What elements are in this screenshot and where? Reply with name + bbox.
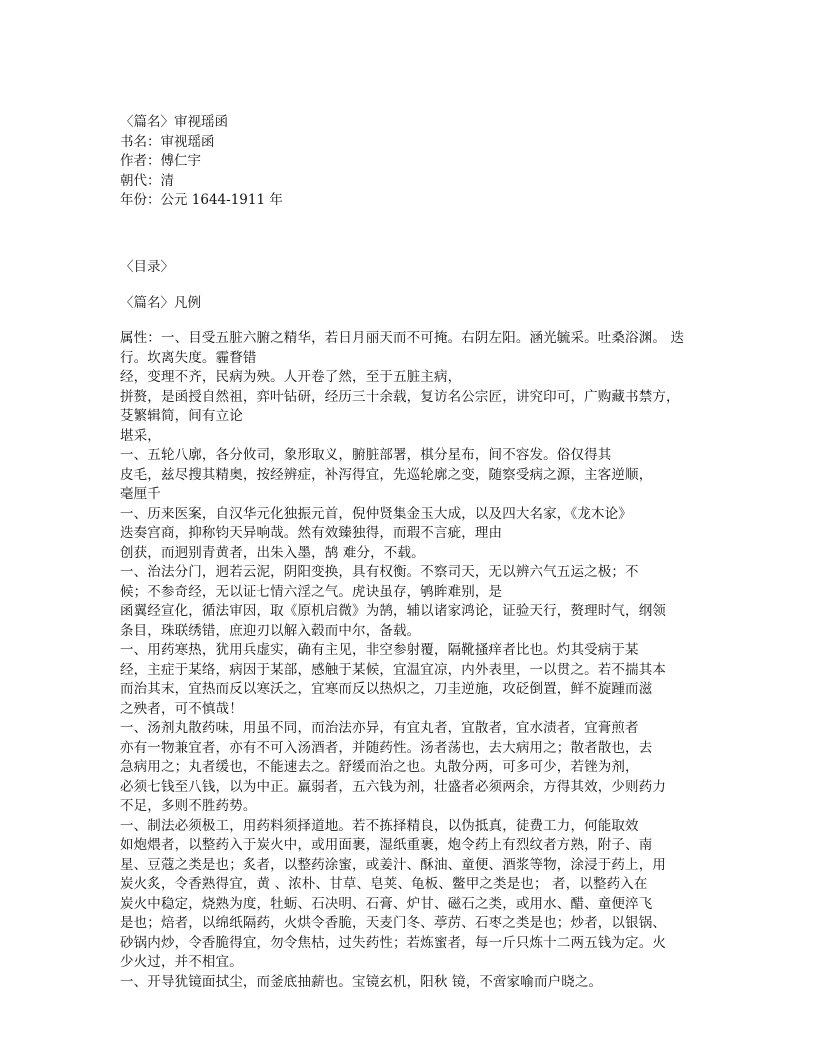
body-line: 行。坎离失度。霾瞀错 — [120, 349, 257, 366]
body-line: 拼赘，是函授自然祖，弈叶钻研，经历三十余载，复访名公宗匠，讲究印可，广购藏书禁方， — [120, 388, 680, 405]
body-line: 候；不参奇经，无以证七情六淫之气。虎诀虽存，鸲眸难别，是 — [120, 583, 503, 600]
body-text — [120, 329, 700, 992]
document-metadata — [120, 113, 720, 211]
body-line: 亦有一物兼宜者，亦有不可入汤酒者，并随药性。汤者荡也，去大病用之；散者散也，去 — [120, 739, 653, 756]
body-line: 而治其末，宜热而反以寒沃之，宜寒而反以热炽之，刀圭逆施，攻砭倒置，鲜不旋踵而滋 — [120, 681, 653, 697]
body-line: 不足，多则不胜药势。 — [120, 798, 257, 814]
body-line: 一、用药寒热，犹用兵虚实，确有主见，非空参射覆，隔靴搔痒者比也。灼其受病于某 — [120, 642, 639, 658]
meta-dynasty-line: 朝代：清 — [120, 172, 174, 189]
body-line: 如炮煨者，以整药入于炭火中，或用面裹，湿纸重裹，炮令药上有烈纹者方熟，附子、南 — [120, 837, 653, 853]
body-line: 皮毛，兹尽搜其精奥，按经辨症，补泻得宜，先巡轮廓之变，随察受病之源，主客逆顺， — [120, 466, 653, 483]
body-line: 函翼经宣化，循法审因，取《原机启微》为鹄，辅以诸家鸿论，证验天行，赘理时气，纲领 — [120, 603, 666, 619]
body-line: 一、五轮八廓，各分攸司，象形取义，腑脏部署，棋分星布，间不容发。俗仅得其 — [120, 447, 612, 463]
meta-book-line: 书名：审视瑶函 — [120, 133, 215, 150]
body-line: 一、汤剂丸散药味，用虽不同，而治法亦异，有宜丸者，宜散者，宜水渍者，宜膏煎者 — [120, 720, 639, 736]
meta-author-line: 作者：傅仁宇 — [120, 153, 201, 169]
body-line: 属性：一、目受五脏六腑之精华，若日月丽天而不可掩。右阴左阳。涵光毓采。吐桑浴渊。 迭 — [120, 330, 685, 346]
body-line: 是也；焙者，以绵纸隔药，火烘令香脆，天麦门冬、葶苈、石枣之类是也；炒者，以银锅、 — [120, 915, 666, 931]
body-line: 少火过，并不相宜。 — [120, 954, 243, 970]
body-line: 砂锅内炒，令香脆得宜，勿令焦枯，过失药性；若炼蜜者，每一斤只炼十二两五钱为定。火 — [120, 934, 666, 951]
body-line: 堪采， — [120, 427, 161, 444]
body-line: 急病用之；丸者缓也，不能速去之。舒缓而治之也。丸散分两，可多可少，若锉为剂， — [120, 759, 639, 775]
body-line: 炭火炙，令香熟得宜，黄 、浓朴、甘草、皂荚、龟板、鳖甲之类是也； 者，以整药入在 — [120, 876, 648, 892]
toc-heading — [120, 258, 720, 278]
body-line: 之殃者，可不慎哉！ — [120, 700, 243, 717]
body-line: 一、治法分门，迥若云泥，阴阳变换，具有权衡。不察司天，无以辨六气五运之极；不 — [120, 564, 639, 580]
section-label: 〈篇名〉凡例 — [120, 295, 201, 311]
body-line: 经，主症于某络，病因于某部，感触于某候，宜温宜凉，内外表里，一以贯之。若不揣其本 — [120, 661, 666, 678]
body-line: 必须七钱至八钱，以为中正。羸弱者，五六钱为剂，壮盛者必须两余，方得其效，少则药力 — [120, 778, 666, 795]
body-line: 星、豆蔻之类是也；炙者，以整药涂蜜，或姜汁、酥油、童便、酒浆等物，涂浸于药上，用 — [120, 856, 666, 873]
body-line: 毫厘千 — [120, 486, 161, 502]
toc-label: 〈目录〉 — [120, 259, 174, 275]
body-line: 一、开导犹镜面拭尘，而釜底抽薪也。宝镜玄机，阳秋 镜，不啻家喻而户晓之。 — [120, 973, 603, 990]
meta-year-line: 年份：公元 1644-1911 年 — [120, 192, 283, 208]
body-line: 条目，珠联绣错，庶迎刃以解入毂而中尔，备载。 — [120, 622, 421, 639]
body-line: 一、制法必须极工，用药料须择道地。若不拣择精良，以伪抵真，徒费工力，何能取效 — [120, 817, 639, 834]
body-line: 经，变理不齐，民病为殃。人开卷了然，至于五脏主病， — [120, 369, 462, 385]
body-line: 炭火中稳定，烧熟为度，牡蛎、石决明、石膏、炉甘、磁石之类，或用水、醋、童便淬飞 — [120, 895, 653, 912]
body-line: 迭奏宫商，抑称钧天异响哉。然有效臻独得，而瑕不言疵，理由 — [120, 525, 503, 541]
meta-title-line: 〈篇名〉审视瑶函 — [120, 114, 228, 130]
body-line: 创获，而迥别青黄者，出朱入墨，鹄 难分，不载。 — [120, 544, 425, 561]
section-heading — [120, 294, 720, 314]
body-line: 芟繁辑简，间有立论 — [120, 408, 243, 424]
body-line: 一、历来医案，自汉华元化独振元首，倪仲贤集金玉大成，以及四大名家，《龙木论》 — [120, 505, 632, 522]
